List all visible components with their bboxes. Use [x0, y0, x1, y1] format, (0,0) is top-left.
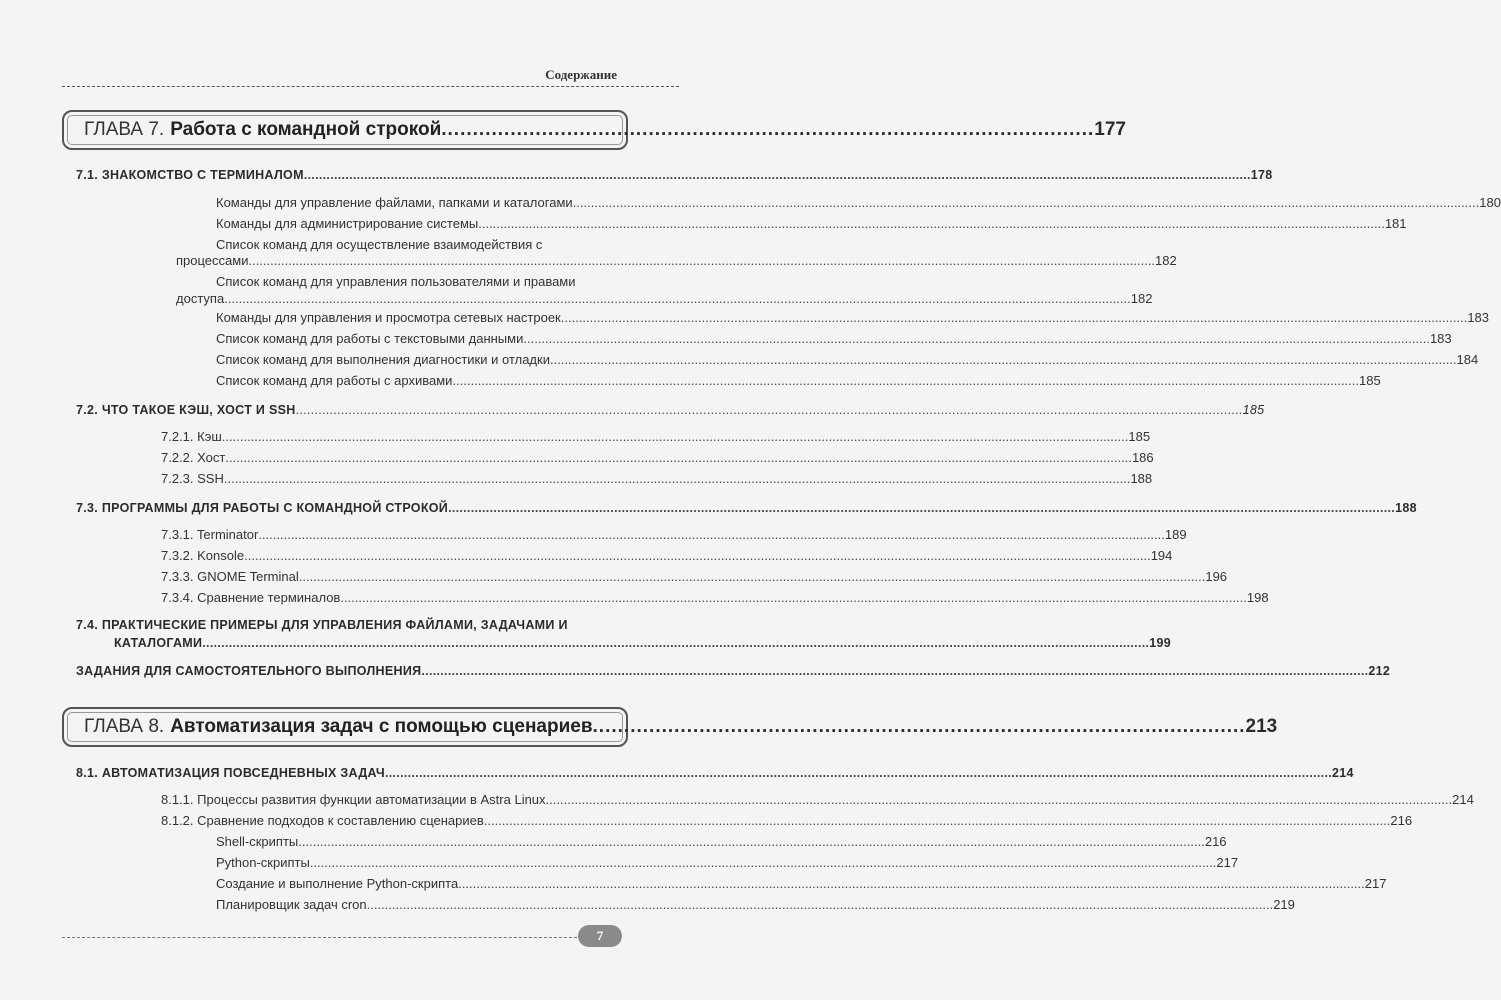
entry-page: 217	[1216, 855, 1239, 870]
dot-leader	[340, 590, 1247, 605]
entry-page: 182	[1130, 291, 1153, 306]
entry-page: 185	[1359, 373, 1381, 388]
toc-entry[interactable]	[216, 352, 1479, 367]
dot-leader	[367, 897, 1274, 912]
toc-entry[interactable]	[216, 195, 1501, 210]
toc-entry[interactable]	[216, 216, 1407, 231]
entry-label: Список команд для работы с текстовыми данными	[216, 331, 524, 346]
chapter-8-title	[84, 716, 1277, 738]
section-page: 212	[1368, 664, 1391, 678]
entry-page: 182	[1155, 253, 1177, 268]
entry-page: 196	[1205, 569, 1228, 584]
section-label: 7.3. ПРОГРАММЫ ДЛЯ РАБОТЫ С КОМАНДНОЙ СТРОКОЙ	[76, 501, 449, 515]
section-label: КАТАЛОГАМИ	[114, 636, 203, 650]
toc-entry[interactable]	[216, 373, 1381, 388]
toc-tasks[interactable]	[76, 664, 1391, 678]
toc-entry[interactable]	[176, 291, 1153, 306]
toc-entry[interactable]	[216, 855, 1239, 870]
section-page: 214	[1332, 766, 1354, 780]
dot-leader	[561, 310, 1468, 325]
header-title: Содержание	[545, 67, 617, 82]
entry-page: 216	[1204, 834, 1227, 849]
entry-label: Shell-скрипты	[216, 834, 299, 849]
dot-leader	[385, 766, 1332, 780]
entry-label: доступа	[176, 291, 225, 306]
entry-label: 7.2.1. Кэш	[161, 429, 222, 444]
section-page: 188	[1395, 501, 1417, 515]
entry-label: 8.1.2. Сравнение подходов к составлению сценариев	[161, 813, 484, 828]
toc-entry[interactable]	[216, 834, 1227, 849]
dot-leader	[478, 216, 1385, 231]
dot-leader	[523, 331, 1430, 346]
entry-label: 7.2.2. Хост	[161, 450, 226, 465]
dot-leader	[304, 168, 1251, 182]
toc-entry[interactable]	[176, 253, 1177, 268]
entry-label: процессами	[176, 253, 249, 268]
entry-label: 7.3.4. Сравнение терминалов	[161, 590, 341, 605]
entry-label-line1: Список команд для управления пользователями и правами	[216, 274, 576, 289]
dot-leader	[484, 813, 1391, 828]
dot-leader	[224, 471, 1131, 486]
entry-label: 7.3.2. Konsole	[161, 548, 245, 563]
section-label-line1: 7.4. ПРАКТИЧЕСКИЕ ПРИМЕРЫ ДЛЯ УПРАВЛЕНИЯ ФАЙЛАМИ, ЗАДАЧАМИ И	[76, 618, 568, 632]
toc-section-7-2[interactable]	[76, 403, 1265, 417]
entry-page: 217	[1364, 876, 1387, 891]
dot-leader	[421, 664, 1368, 678]
entry-label: Создание и выполнение Python-скрипта	[216, 876, 459, 891]
dot-leader	[550, 352, 1457, 367]
section-page: 185	[1242, 403, 1265, 417]
dot-leader	[573, 195, 1480, 210]
dot-leader	[202, 636, 1149, 650]
section-page: 178	[1250, 168, 1273, 182]
toc-section-7-1[interactable]	[76, 168, 1273, 182]
toc-entry[interactable]	[161, 527, 1187, 542]
chapter-8-box[interactable]	[62, 707, 1278, 747]
entry-page: 184	[1456, 352, 1479, 367]
section-label: 7.2. ЧТО ТАКОЕ КЭШ, ХОСТ И SSH	[76, 403, 296, 417]
chapter-name: Автоматизация задач с помощью сценариев	[170, 716, 593, 737]
entry-page: 183	[1429, 331, 1452, 346]
entry-label: 7.3.1. Terminator	[161, 527, 259, 542]
entry-page: 188	[1130, 471, 1153, 486]
entry-label: Python-скрипты	[216, 855, 310, 870]
entry-label-line1: Список команд для осуществление взаимодействия с	[216, 237, 543, 252]
dot-leader	[298, 834, 1205, 849]
toc-section-7-3[interactable]	[76, 501, 1417, 515]
dot-leader	[258, 527, 1165, 542]
chapter-7-box[interactable]	[62, 110, 1126, 150]
entry-page: 189	[1164, 527, 1187, 542]
toc-entry[interactable]	[161, 590, 1269, 605]
dot-leader	[458, 876, 1365, 891]
toc-entry[interactable]	[161, 569, 1228, 584]
section-label: 8.1. АВТОМАТИЗАЦИЯ ПОВСЕДНЕВНЫХ ЗАДАЧ	[76, 766, 385, 780]
entry-label: 8.1.1. Процессы развития функции автоматизации в Astra Linux	[161, 792, 546, 807]
toc-entry[interactable]	[216, 331, 1452, 346]
entry-page: 181	[1384, 216, 1407, 231]
dot-leader	[448, 501, 1395, 515]
chapter-prefix: ГЛАВА 8.	[84, 716, 165, 737]
dot-leader	[224, 291, 1131, 306]
dot-leader	[225, 450, 1132, 465]
chapter-7-title	[84, 119, 1126, 141]
toc-entry[interactable]	[216, 876, 1387, 891]
entry-label: Планировщик задач cron	[216, 897, 367, 912]
dot-leader	[222, 429, 1129, 444]
toc-entry[interactable]	[161, 450, 1154, 465]
dot-leader	[248, 253, 1155, 268]
section-label: ЗАДАНИЯ ДЛЯ САМОСТОЯТЕЛЬНОГО ВЫПОЛНЕНИЯ	[76, 664, 422, 678]
toc-entry[interactable]	[216, 310, 1490, 325]
dot-leader	[546, 792, 1453, 807]
section-label: 7.1. ЗНАКОМСТВО С ТЕРМИНАЛОМ	[76, 168, 304, 182]
toc-entry[interactable]	[161, 813, 1413, 828]
toc-entry[interactable]	[161, 471, 1153, 486]
entry-label: Список команд для работы с архивами	[216, 373, 453, 388]
dot-leader	[299, 569, 1206, 584]
entry-label: Команды для управления и просмотра сетевых настроек	[216, 310, 561, 325]
dot-leader	[310, 855, 1217, 870]
entry-label: Список команд для выполнения диагностики и отладки	[216, 352, 550, 367]
footer-divider	[62, 937, 582, 938]
entry-page: 198	[1246, 590, 1269, 605]
dot-leader	[441, 119, 1094, 141]
entry-page: 214	[1452, 792, 1474, 807]
chapter-page: 213	[1245, 716, 1278, 737]
entry-page: 185	[1128, 429, 1151, 444]
toc-entry[interactable]	[161, 429, 1151, 444]
toc-section-7-4[interactable]	[76, 636, 1172, 650]
entry-page: 180	[1479, 195, 1501, 210]
entry-page: 194	[1150, 548, 1173, 563]
page-number: 7	[578, 925, 622, 947]
entry-page: 186	[1131, 450, 1154, 465]
chapter-prefix: ГЛАВА 7.	[84, 119, 165, 140]
entry-label: 7.2.3. SSH	[161, 471, 224, 486]
header-divider	[62, 86, 679, 87]
entry-label: Команды для администрирование системы	[216, 216, 479, 231]
chapter-name: Работа с командной строкой	[170, 119, 442, 140]
dot-leader	[296, 403, 1243, 417]
entry-label: 7.3.3. GNOME Terminal	[161, 569, 299, 584]
dot-leader	[452, 373, 1359, 388]
chapter-page: 177	[1094, 119, 1126, 140]
entry-page: 219	[1273, 897, 1295, 912]
entry-label: Команды для управление файлами, папками и каталогами	[216, 195, 573, 210]
entry-page: 216	[1390, 813, 1413, 828]
dot-leader	[593, 716, 1246, 738]
toc-entry[interactable]	[216, 897, 1295, 912]
toc-section-8-1[interactable]	[76, 766, 1354, 780]
dot-leader	[244, 548, 1151, 563]
toc-entry[interactable]	[161, 792, 1474, 807]
section-page: 199	[1149, 636, 1172, 650]
entry-page: 183	[1467, 310, 1490, 325]
toc-entry[interactable]	[161, 548, 1173, 563]
